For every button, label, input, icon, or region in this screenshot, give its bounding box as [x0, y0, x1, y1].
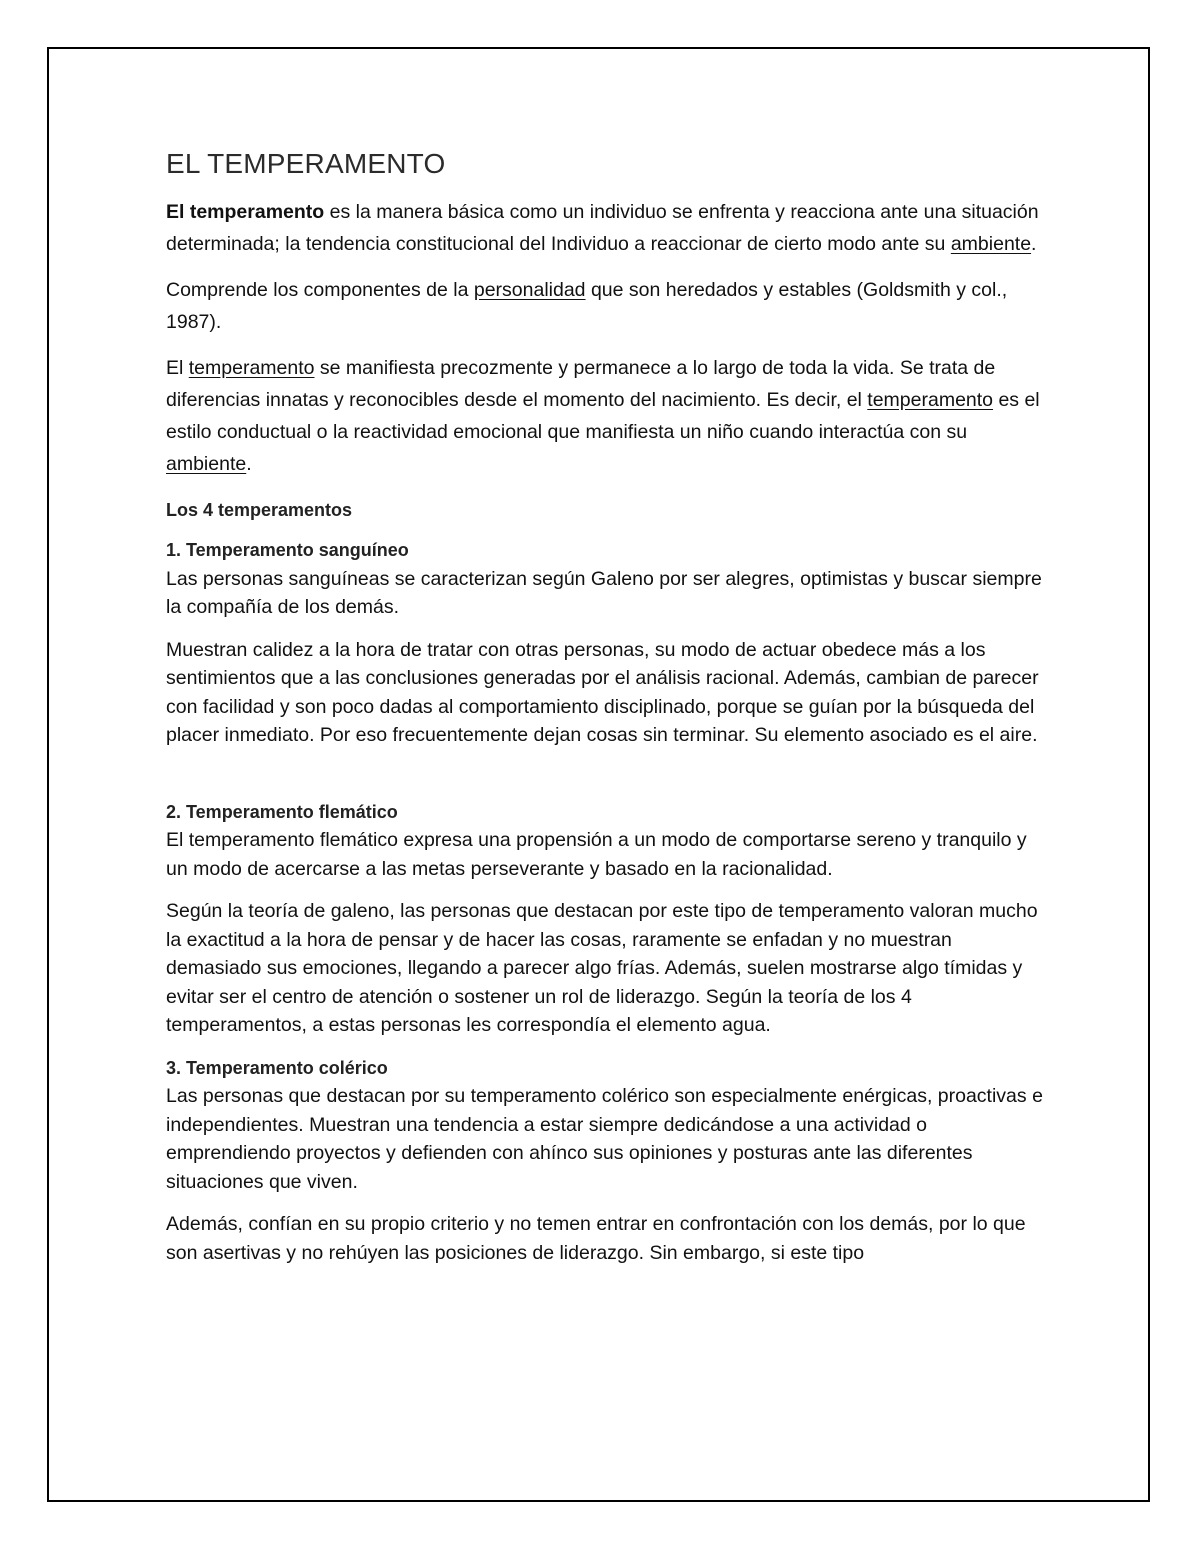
link-personalidad[interactable]: personalidad — [473, 279, 586, 301]
section-title: 1. Temperamento sanguíneo — [166, 540, 409, 560]
subheading: Los 4 temperamentos — [166, 500, 353, 520]
link-ambiente-2[interactable]: ambiente — [166, 453, 247, 475]
section-paragraph: Las personas sanguíneas se caracterizan según Galeno por ser alegres, optimistas y buscar siempre la compañía de los demás. — [166, 567, 1042, 618]
section-paragraph: El temperamento flemático expresa una propensión a un modo de comportarse sereno y tranquilo y un modo de acercarse a las metas perseverante y basado en la racionalidad. — [166, 829, 1027, 880]
intro-paragraph — [166, 196, 1046, 260]
link-temperamento-1[interactable]: temperamento — [188, 357, 315, 379]
intro-text-2: . — [1031, 233, 1037, 255]
section-sanguineo — [166, 536, 1046, 622]
section-title: 2. Temperamento flemático — [166, 801, 398, 822]
page-title: EL TEMPERAMENTO — [166, 148, 446, 179]
para3-text-3: es el estilo conductual o la reactividad emocional que manifiesta un niño cuando interactúa con su — [166, 389, 1040, 443]
personality-paragraph — [166, 274, 1046, 338]
document-body — [166, 144, 1046, 1281]
link-temperamento-2[interactable]: temperamento — [867, 389, 994, 411]
section-paragraph: Las personas que destacan por su temperamento colérico son especialmente enérgicas, proactivas e independientes. Muestran una tendencia a estar siempre dedicándose a una actividad o emprendiendo proyectos y defienden con ahínco sus opiniones y posturas ante las diferentes situaciones que viven. — [166, 1085, 1043, 1193]
intro-term: El temperamento — [166, 201, 325, 223]
section-paragraph: Muestran calidez a la hora de tratar con otras personas, su modo de actuar obedece más a los sentimientos que a las conclusiones generadas por el análisis racional. Además, cambian de parecer con facilidad y son poco dadas al comportamiento disciplinado, porque se guían por la búsqueda del placer inmediato. Por eso frecuentemente dejan cosas sin terminar. Su elemento asociado es el aire. — [166, 638, 1039, 746]
para3-text-4: . — [246, 453, 252, 475]
section-flematico — [166, 798, 1046, 884]
para2-text-1: Comprende los componentes de la — [166, 279, 474, 301]
section-paragraph: Además, confían en su propio criterio y no temen entrar en confrontación con los demás, por lo que son asertivas y no rehúyen las posiciones de liderazgo. Sin embargo, si este tipo — [166, 1213, 1026, 1264]
para3-text-2: se manifiesta precozmente y permanece a lo largo de toda la vida. Se trata de diferencias innatas y reconocibles desde el momento del nacimiento. Es decir, el — [166, 357, 996, 411]
para3-text-1: El — [166, 357, 189, 379]
section-colerico — [166, 1054, 1046, 1197]
spacer — [166, 764, 1046, 798]
para2-text-2: que son heredados y estables (Goldsmith y col., 1987). — [166, 279, 1008, 333]
intro-text-1: es la manera básica como un individuo se enfrenta y reacciona ante una situación determinada; la tendencia constitucional del Individuo a reaccionar de cierto modo ante su — [166, 201, 1039, 255]
link-ambiente[interactable]: ambiente — [950, 233, 1032, 255]
section-title: 3. Temperamento colérico — [166, 1057, 388, 1078]
section-paragraph: Según la teoría de galeno, las personas que destacan por este tipo de temperamento valoran mucho la exactitud a la hora de pensar y de hacer las cosas, raramente se enfadan y no muestran demasiado sus emociones, llegando a parecer algo frías. Además, suelen mostrarse algo tímidas y evitar ser el centro de atención o sostener un rol de liderazgo. Según la teoría de los 4 temperamentos, a estas personas les correspondía el elemento agua. — [166, 900, 1038, 1036]
temperament-paragraph — [166, 352, 1046, 480]
